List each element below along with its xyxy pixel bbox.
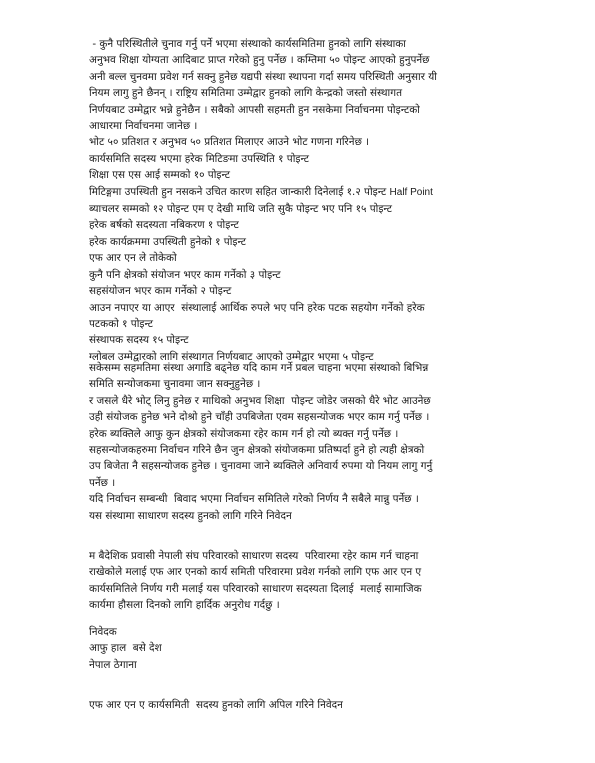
text-line: यस संस्थामा साधारण सदस्य हुनको लागि गरिने निवेदन	[89, 509, 292, 522]
text-line: पटकको १ पोइन्ट	[89, 317, 153, 330]
text-line: ग्लोबल उम्मेद्वारको लागि संस्थागत निर्णयबाट आएको उम्मेद्वार भएमा ५ पोइन्ट	[89, 350, 374, 363]
text-line: यदि निर्वाचन सम्बन्धी बिवाद भएमा निर्वाचन समितिले गरेको निर्णय नै सबैले मान्नु पर्नेछ ।	[89, 493, 419, 506]
text-line: राखेकोले मलाई एफ आर एनको कार्य समिती परिवारमा प्रवेश गर्नको लागि एफ आर एन ए	[89, 566, 422, 579]
nepal-address-line: नेपाल ठेगाना	[89, 658, 137, 671]
text-line: उप बिजेता नै सहसन्योजक हुनेछ । चुनावमा जाने ब्यक्तिले अनिवार्य रुपमा यो नियम लागु गर्नु	[89, 460, 433, 473]
text-line: - कुनै परिस्थितीले चुनाव गर्नु पर्ने भएमा संस्थाको कार्यसमितिमा हुनको लागि संस्थाका	[89, 38, 406, 50]
text-line: सकेसम्म सहमतिमा संस्था अगाडि बढ्नेछ यदि काम गर्ने प्रबल चाहना भएमा संस्थाको बिभिन्न	[89, 362, 429, 374]
current-country-line: आफु हाल बसे देश	[89, 642, 162, 655]
text-line: एफ आर एन ए कार्यसमिती सदस्य हुनको लागि अपिल गरिने निवेदन	[89, 699, 343, 711]
text-line: संस्थापक सदस्य १५ पोइन्ट	[89, 334, 189, 347]
text-line: भोट ५० प्रतिशत र अनुभव ५० प्रतिशत मिलाएर आउने भोट गणना गरिनेछ ।	[89, 136, 370, 149]
closing-heading	[89, 697, 509, 713]
text-line: आउन नपाएर या आएर संस्थालाई आर्थिक रुपले भए पनि हरेक पटक सहयोग गर्नेको हरेक	[89, 301, 425, 314]
text-line: अनुभव शिक्षा योग्यता आदिबाट प्राप्त गरेको हुनु पर्नेछ । कम्तिमा ५० पोइन्ट आएको हुनुपर्नेछ	[89, 54, 430, 67]
text-line: निर्णयबाट उम्मेद्वार भन्ने हुनेछैन । सबैको आपसी सहमती हुन नसकेमा निर्वाचनमा पोइन्टको	[89, 103, 420, 116]
text-line: उही संयोजक हुनेछ भने दोश्रो हुने चाँही उपबिजेता एवम सहसन्योजक भएर काम गर्नु पर्नेछ ।	[89, 411, 430, 424]
text-line: अनी बल्ल चुनवमा प्रवेश गर्न सक्नु हुनेछ यद्यपी संस्था स्थापना गर्दा समय परिस्थिती अनुसार यी	[89, 70, 437, 83]
points-rules-section	[89, 36, 509, 365]
text-line: समिति सन्योजकमा चुनावमा जान सक्नुहुनेछ ।	[89, 378, 261, 391]
half-point-note: Half Point	[389, 186, 433, 198]
text-line: शिक्षा एस एस आई सम्मको १० पोइन्ट	[89, 169, 230, 182]
text-line: कार्यसमिति सदस्य भएमा हरेक मिटिङमा उपस्थिति १ पोइन्ट	[89, 152, 309, 165]
text-line: र जसले धैरे भोट् लिनु हुनेछ र माथिको अनुभव शिक्षा पोइन्ट जोडेर जसको धैरे भोट आउनेछ	[89, 394, 431, 407]
text-line: मिटिङ्गमा उपस्थिती हुन नसकने उचित कारण सहित जान्कारी दिनेलाई १.२ पोइन्ट	[89, 185, 390, 198]
text-line-with-note	[89, 184, 509, 201]
text-line: कार्यमा हौसला दिनको लागि हार्दिक अनुरोध गर्दछु ।	[89, 599, 280, 612]
text-line: पर्नेछ ।	[89, 476, 116, 489]
text-line: नियम लागु हुने छैनन् । राष्ट्रिय समितिमा उम्मेद्वार हुनको लागि केन्द्रको जस्तो संस्थागत	[89, 87, 402, 100]
text-line: सहसंयोजन भएर काम गर्नेको २ पोइन्ट	[89, 285, 232, 298]
text-line: हरेक बर्षको सदस्यता नबिकरण १ पोइन्ट	[89, 219, 239, 232]
text-line: एफ आर एन ले तोकेको	[89, 252, 177, 265]
text-line: हरेक ब्यक्तिले आफु कुन क्षेत्रको संयोजकमा रहेर काम गर्न हो त्यो ब्यक्त गर्नु पर्नेछ ।	[89, 427, 399, 440]
applicant-label: निवेदक	[89, 626, 117, 638]
text-line: आधारमा निर्वाचनमा जानेछ ।	[89, 120, 198, 133]
membership-request-paragraph	[89, 548, 509, 614]
text-line: कार्यसमितिले निर्णय गरी मलाई यस परिवारको साधारण सदस्यता दिलाई मलाई सामाजिक	[89, 582, 422, 595]
text-line: सहसन्योजकहरुमा निर्वाचन गरिने छैन जुन क्षेत्रको संयोजकमा प्रतिष्पर्दा हुने हो त्यही क्षेत्रको	[89, 444, 425, 457]
committee-election-section	[89, 360, 509, 524]
text-line: कुनै पनि क्षेत्रको संयोजन भएर काम गर्नेको ३ पोइन्ट	[89, 268, 281, 281]
text-line: ब्याचलर सम्मको १२ पोइन्ट एम ए देखी माथि जति सुकै पोइन्ट भए पनि १५ पोइन्ट	[89, 203, 392, 216]
applicant-block	[89, 624, 509, 673]
text-line: म बैदेशिक प्रवासी नेपाली संघ परिवारको साधारण सदस्य परिवारमा रहेर काम गर्न चाहना	[89, 550, 419, 562]
text-line: हरेक कार्यक्रममा उपस्थिती हुनेको १ पोइन्ट	[89, 235, 246, 248]
